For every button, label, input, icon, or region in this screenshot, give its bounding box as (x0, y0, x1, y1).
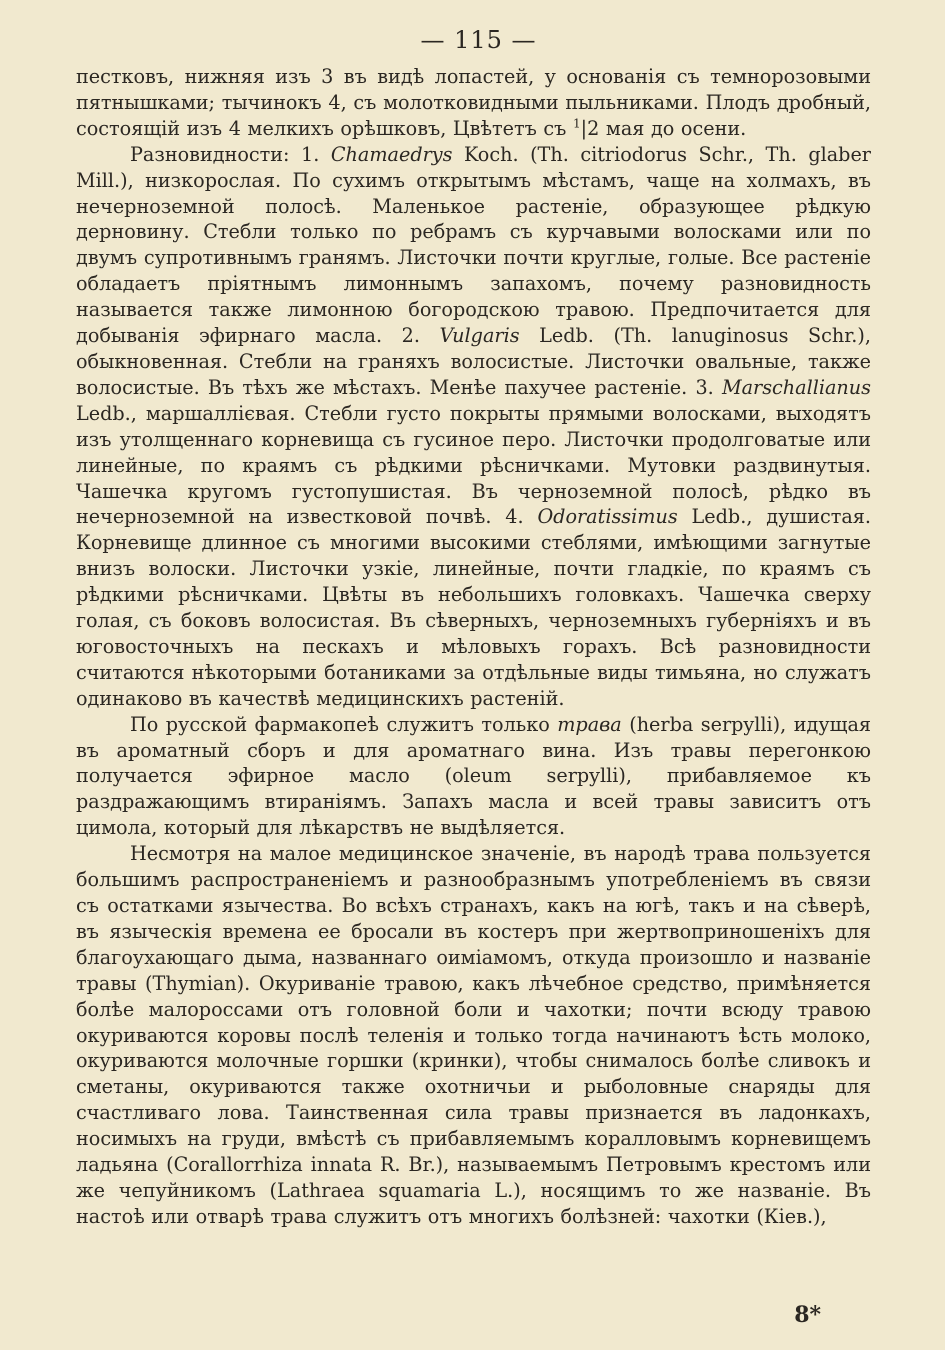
paragraph-1 (76, 64, 871, 142)
paragraph-pharmacopoeia (76, 712, 871, 842)
variety-name-chamaedrys: Chamaedrys (330, 142, 453, 166)
fraction-numerator: 1 (572, 116, 581, 131)
page-number: — 115 — (420, 26, 537, 54)
varieties-text-1: Разновидности: 1. (130, 142, 331, 166)
variety-name-vulgaris: Vulgaris (439, 324, 520, 348)
variety-name-marschallianus: Marschallianus (721, 375, 871, 399)
paragraph-folk-use: Несмотря на малое медицинское значеніе, въ народѣ трава пользуется большимъ распространеніемъ и разнообразнымъ употребленіемъ въ связи съ остатками язычества. Во всѣхъ странахъ, какъ на югѣ, такъ и на сѣверѣ, въ языческія времена ее бросали въ костеръ при жертвоприношеніхъ для благоухающаго дыма, названнаго оиміамомъ, откуда произошло и названіе травы (Thymian). Окуриваніе травою, какъ лѣчебное средство, примѣняется болѣе малороссами отъ головной боли и чахотки; почти всюду травою окуриваются коровы послѣ теленія и только тогда начинаютъ ѣсть молоко, окуриваются молочные горшки (кринки), чтобы снималось болѣе сливокъ и сметаны, окуриваются также охотничьи и рыболовные снаряды для счастливаго лова. Таинственная сила травы признается въ ладонкахъ, носимыхъ на груди, вмѣстѣ съ прибавляемымъ коралловымъ корневищемъ ладьяна (Corallorrhiza innata R. Br.), называемымъ Петровымъ крестомъ или же чепуйникомъ (Lathraea squamaria L.), носящимъ то же названіе. Въ настоѣ или отварѣ трава служитъ отъ многихъ болѣзней: чахотки (Кіев.), (76, 842, 871, 1228)
paragraph-varieties (76, 142, 871, 712)
varieties-text-4: Ledb., маршаллієвая. Стебли густо покрыты прямыми волосками, выходятъ изъ утолщеннаго корневища съ гусиное перо. Листочки продолговатые или линейные, по краямъ съ рѣдкими рѣсничками. Мутовки раздвинутыя. Чашечка кругомъ густопушистая. Въ черноземной полосѣ, рѣдко въ нечерноземной на известковой почвѣ. 4. (76, 401, 871, 529)
pharmacopoeia-herb-term: трава (557, 712, 622, 736)
varieties-text-5: Ledb., душистая. Корневище длинное съ многими высокими стеблями, имѣющими загнутые внизъ волоски. Листочки узкіе, линейные, почти гладкіе, по краямъ съ рѣдкими рѣсничками. Цвѣты въ небольшихъ головкахъ. Чашечка сверху голая, съ боковъ волосистая. Въ сѣверныхъ, черноземныхъ губерніяхъ и въ юговосточныхъ на пескахъ и мѣловыхъ горахъ. Всѣ разновидности считаются нѣкоторыми ботаниками за отдѣльные виды тимьяна, но служатъ одинаково въ качествѣ медицинскихъ растеній. (76, 505, 872, 710)
variety-name-odoratissimus: Odoratissimus (537, 505, 678, 529)
varieties-text-3: Ledb. (Th. lanuginosus Schr.), обыкновенная. Стебли на граняхъ волосистые. Листочки овальные, также волосистые. Въ тѣхъ же мѣстахъ. Менѣе пахучее растеніе. 3. (76, 324, 871, 399)
varieties-text-2: Koch. (Th. citriodorus Schr., Th. glaber Mill.), низкорослая. По сухимъ открытымъ мѣстамъ, чаще на холмахъ, въ нечерноземной полосѣ. Маленькое растеніе, образующее рѣдкую дерновину. Стебли только по ребрамъ съ курчавыми волосками или по двумъ супротивнымъ гранямъ. Листочки почти круглые, голые. Все растеніе обладаетъ пріятнымъ лимоннымъ запахомъ, почему разновидность называется также лимонною богородскою травою. Предпочитается для добыванія эфирнаго масла. 2. (76, 142, 871, 348)
signature-mark: 8* (794, 1302, 821, 1328)
paragraph-1-text-a: пестковъ, нижняя изъ 3 въ видѣ лопастей, у основанія съ темнорозовыми пятнышками; тычинокъ 4, съ молотковидными пыльниками. Плодъ дробный, состоящій изъ 4 мелкихъ орѣшковъ, Цвѣтетъ съ (76, 65, 871, 140)
pharmacopoeia-text-2: (herba serpylli), идущая въ ароматный сборъ и для ароматнаго вина. Изъ травы перегонкою получается эфирное масло (oleum serpylli), прибавляемое къ раздражающимъ втираніямъ. Запахъ масла и всей травы зависитъ отъ цимола, который для лѣкарствъ не выдѣляется. (76, 712, 872, 840)
pharmacopoeia-text-1: По русской фармакопеѣ служитъ только (130, 712, 558, 736)
body-text (76, 64, 871, 1230)
paragraph-1-text-b: |2 мая до осени. (580, 116, 747, 140)
